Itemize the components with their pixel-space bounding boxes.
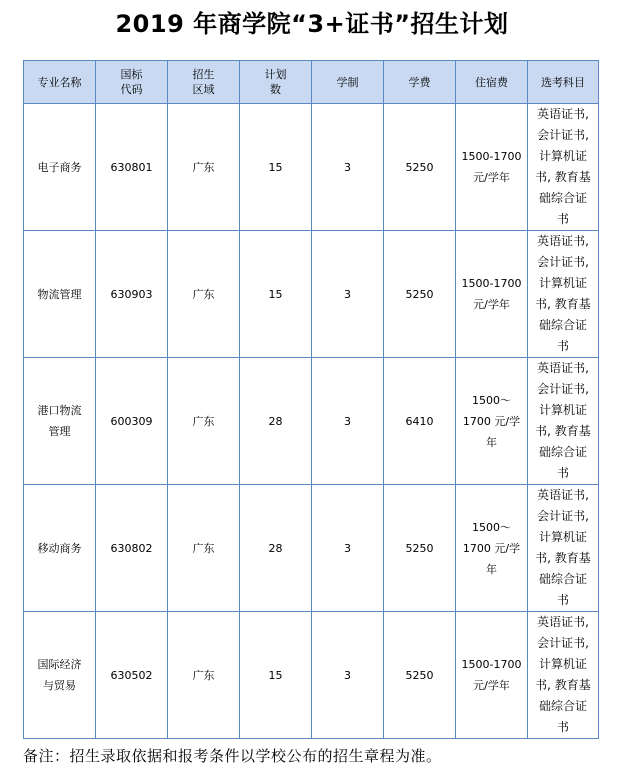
table-row: [24, 485, 599, 612]
header-lodging-fee: 住宿费: [456, 61, 528, 104]
cell-region: 广东: [168, 104, 240, 231]
cell-lodging: 1500～ 1700 元/学 年: [456, 485, 528, 612]
header-elective-subjects: 选考科目: [528, 61, 599, 104]
cell-code: 600309: [96, 358, 168, 485]
enrollment-plan-table: [23, 60, 599, 739]
cell-major-name: 国际经济 与贸易: [24, 612, 96, 739]
cell-region: 广东: [168, 485, 240, 612]
cell-years: 3: [312, 104, 384, 231]
table-header-row: [24, 61, 599, 104]
cell-tuition: 5250: [384, 612, 456, 739]
header-national-code: 国标 代码: [96, 61, 168, 104]
table-row: [24, 612, 599, 739]
cell-region: 广东: [168, 231, 240, 358]
cell-years: 3: [312, 358, 384, 485]
cell-tuition: 5250: [384, 231, 456, 358]
cell-major-name: 物流管理: [24, 231, 96, 358]
cell-plan: 28: [240, 358, 312, 485]
header-enrollment-region: 招生 区域: [168, 61, 240, 104]
cell-lodging: 1500-1700 元/学年: [456, 612, 528, 739]
cell-plan: 15: [240, 104, 312, 231]
cell-lodging: 1500～ 1700 元/学 年: [456, 358, 528, 485]
cell-tuition: 6410: [384, 358, 456, 485]
cell-years: 3: [312, 485, 384, 612]
cell-subjects: 英语证书, 会计证书, 计算机证 书, 教育基 础综合证 书: [528, 231, 599, 358]
table-row: [24, 358, 599, 485]
cell-lodging: 1500-1700 元/学年: [456, 231, 528, 358]
cell-major-name: 港口物流 管理: [24, 358, 96, 485]
header-plan-count: 计划 数: [240, 61, 312, 104]
cell-lodging: 1500-1700 元/学年: [456, 104, 528, 231]
cell-code: 630502: [96, 612, 168, 739]
cell-years: 3: [312, 612, 384, 739]
table-row: [24, 104, 599, 231]
header-duration: 学制: [312, 61, 384, 104]
header-tuition: 学费: [384, 61, 456, 104]
cell-major-name: 移动商务: [24, 485, 96, 612]
page-title: 2019 年商学院“3+证书”招生计划: [115, 10, 509, 38]
cell-tuition: 5250: [384, 104, 456, 231]
cell-major-name: 电子商务: [24, 104, 96, 231]
cell-subjects: 英语证书, 会计证书, 计算机证 书, 教育基 础综合证 书: [528, 612, 599, 739]
cell-subjects: 英语证书, 会计证书, 计算机证 书, 教育基 础综合证 书: [528, 485, 599, 612]
cell-years: 3: [312, 231, 384, 358]
table-row: [24, 231, 599, 358]
cell-plan: 15: [240, 231, 312, 358]
cell-subjects: 英语证书, 会计证书, 计算机证 书, 教育基 础综合证 书: [528, 104, 599, 231]
cell-code: 630802: [96, 485, 168, 612]
footnote: 备注：招生录取依据和报考条件以学校公布的招生章程为准。: [23, 747, 442, 765]
cell-plan: 15: [240, 612, 312, 739]
cell-tuition: 5250: [384, 485, 456, 612]
cell-subjects: 英语证书, 会计证书, 计算机证 书, 教育基 础综合证 书: [528, 358, 599, 485]
cell-code: 630903: [96, 231, 168, 358]
cell-region: 广东: [168, 612, 240, 739]
cell-code: 630801: [96, 104, 168, 231]
cell-region: 广东: [168, 358, 240, 485]
header-major-name: 专业名称: [24, 61, 96, 104]
cell-plan: 28: [240, 485, 312, 612]
